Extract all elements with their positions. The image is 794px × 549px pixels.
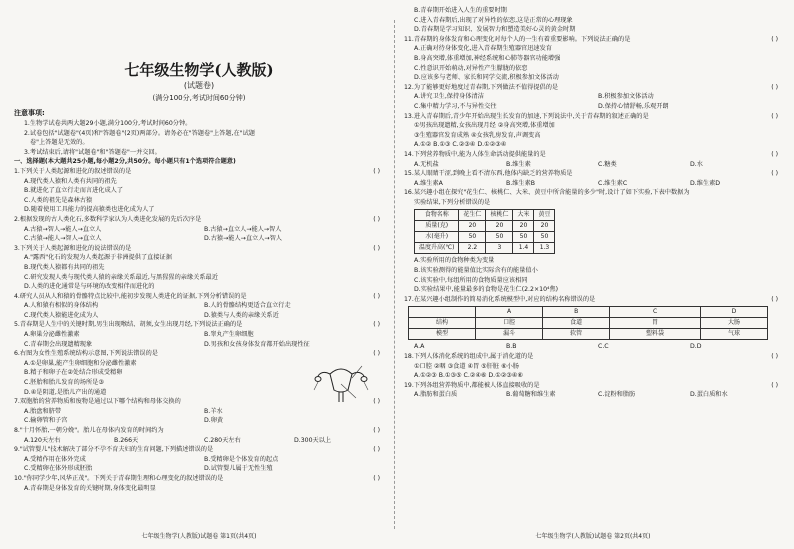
option: A.讲究卫生,保持身体清洁 <box>414 93 484 101</box>
option-row <box>14 464 384 474</box>
question-stem: 3.下列关于人类起源和进化的说法错误的是 ( ) <box>14 244 380 252</box>
table-cell: 软管 <box>543 329 610 340</box>
question-stem: 13.进入青春期后,青少年开始出现生长发育的加速,下列说法中,关于青春期的叙述正确的是 ( ) <box>404 112 778 120</box>
option: B.维生素B <box>506 179 536 187</box>
option: B.睾丸产生卵细胞 <box>204 331 254 339</box>
table-row <box>415 232 555 243</box>
option: A.受精作用在体外完成 <box>24 455 86 463</box>
option-row <box>14 234 384 244</box>
option: D.实验结果中,能量最多的食物是花生仁(2.2×10⁴焦) <box>414 286 559 294</box>
answer-paren: ( ) <box>771 150 778 158</box>
table-cell: 2.2 <box>459 243 486 254</box>
option: A.A <box>414 343 425 351</box>
notes-heading: 注意事项: <box>14 109 45 117</box>
question-stem: 19.下列各组营养物质中,都能被人体直接吸收的是 ( ) <box>404 381 778 389</box>
answer-paren: ( ) <box>771 170 778 178</box>
option: ③生殖器官发育成熟 ④女孩乳房发育,声调变高 <box>414 131 541 139</box>
table-cell: 气球 <box>700 329 767 340</box>
question-stem: 17.在某兴趣小组制作的简易消化系统模型中,对应的结构名称错误的是 ( ) <box>404 295 778 303</box>
page-divider <box>394 20 395 529</box>
page-footer: 七年级生物学(人教版)试题卷 第2页(共4页) <box>535 533 651 540</box>
option: C.淀粉和脂肪 <box>598 391 636 399</box>
option: A.①②③ B.①③⑤ C.②④⑥ D.①②③④⑥ <box>414 372 523 380</box>
option: B.人的骨骼结构更适合直立行走 <box>204 302 291 310</box>
option: B.葡萄糖和维生素 <box>506 391 556 399</box>
table-cell: 漏斗 <box>476 329 543 340</box>
energy-table <box>414 209 555 254</box>
question-stem: 8."十月怀胎,一朝分娩"。胎儿在母体内发育的时间约为 ( ) <box>14 427 380 434</box>
option: D.维生素D <box>690 179 721 187</box>
table-row <box>409 318 768 329</box>
option: C.人类的祖先是森林古猿 <box>24 196 93 204</box>
table-cell: 1.3 <box>534 243 555 254</box>
option: B.古猿→直立人→能人→智人 <box>204 225 282 233</box>
option: D.300天以上 <box>294 436 332 444</box>
option: C.集中精力学习,不与异性交往 <box>414 102 497 110</box>
option: C.280天左右 <box>204 436 241 444</box>
table-cell: 20 <box>486 221 513 232</box>
answer-paren: ( ) <box>373 292 380 300</box>
option: D.蛋白质和水 <box>690 391 728 399</box>
option: A.脂肪和蛋白质 <box>414 391 458 399</box>
option: C.胚胎和胎儿发育的场所是③ <box>24 379 104 387</box>
note-line: 卷"上答题是无效的。 <box>30 139 89 147</box>
question-stem: 14.下列营养物质中,能为人体生命活动提供能量的是 ( ) <box>404 150 778 158</box>
option: C.性意识开始萌动,对异性产生朦胧的依恋 <box>414 64 528 72</box>
table-row <box>415 243 555 254</box>
option: D.人类的进化通常是与环境的改变相伴而进化的 <box>24 283 155 291</box>
section-heading: 一、选择题(本大题共25小题,每小题2分,共50分。每小题只有1个选项符合题意) <box>14 158 236 166</box>
option: A.①② B.①③ C.②③④ D.①②③④ <box>414 141 507 149</box>
option: D.④是阴道,是胎儿产出的通道 <box>24 388 107 396</box>
option: C.进入青春期后,出现了对异性的依恋,这是正常的心理现象 <box>414 16 573 24</box>
option: D.青春期是学习知识、发展智力和塑造美好心灵的黄金时期 <box>414 26 576 34</box>
option: C.研究发现人类与现代类人猿的亲缘关系最近,与黑猩猩的亲缘关系最近 <box>24 273 218 281</box>
option: D.卵黄 <box>204 417 224 425</box>
option-row <box>404 92 782 102</box>
question-stem: 4.研究人员从人和猿的骨骼特点比较中,能初步发现人类进化的证据,下列分析错误的是 ( ) <box>14 292 380 300</box>
table-header-cell <box>409 307 476 318</box>
note-line: 2.试卷包括"试题卷"(4页)和"答题卷"(2页)两部分。请务必在"答题卷"上答题,在"试题 <box>24 129 255 137</box>
table-cell: 50 <box>459 232 486 243</box>
model-table <box>408 306 768 340</box>
option: B.羊水 <box>204 407 223 415</box>
option: A.正确对待身体变化,进入青春期生殖器官迅速发育 <box>414 45 552 53</box>
table-cell: 质量(克) <box>415 221 459 232</box>
option: D.应该多与老师、家长和同学交流,积极参加文体活动 <box>414 74 559 82</box>
question-stem: 12.为了能够更好地度过青春期,下列做法不值得提倡的是 ( ) <box>404 83 778 91</box>
table-cell: 3 <box>486 243 513 254</box>
option-row <box>14 340 384 350</box>
option: D.保持心情舒畅,乐观开朗 <box>598 102 669 110</box>
option: D.随着使用工具能力的提高猿类也进化成为人了 <box>24 206 155 214</box>
table-row <box>415 221 555 232</box>
option: A.人和猿有相似的身体结构 <box>24 302 99 310</box>
table-cell: 结构 <box>409 318 476 329</box>
table-header-row <box>409 307 768 318</box>
option: C.现代类人猿能进化成为人 <box>24 311 99 319</box>
option-row <box>14 301 384 311</box>
table-cell: 50 <box>486 232 513 243</box>
option: B.266天 <box>114 436 139 444</box>
left-page <box>14 6 384 543</box>
option: B.身高突增,体重增加,神经系统和心肺等器官功能增强 <box>414 54 561 62</box>
table-cell: 20 <box>534 221 555 232</box>
exam-title: 七年级生物学(人教版) <box>124 61 274 79</box>
option-row <box>404 179 782 189</box>
option: A.古猿→智人→能人→直立人 <box>24 225 102 233</box>
option: B.该实验测得的能量值比实际含有的能量值小 <box>414 267 538 275</box>
question-stem: 5.青春期是人生中的关键时期,男生出现喉结、胡须,女生出现月经,下列说法正确的是 ( ) <box>14 321 380 329</box>
table-header-cell: 食物名称 <box>415 210 459 221</box>
table-header-cell: A <box>476 307 543 318</box>
option-row <box>14 225 384 235</box>
option-row <box>404 342 782 352</box>
option-row <box>14 407 384 417</box>
answer-paren: ( ) <box>771 112 778 120</box>
option: A.①是卵巢,能产生卵细胞和分泌雌性激素 <box>24 359 137 367</box>
answer-paren: ( ) <box>373 321 380 329</box>
table-header-cell: B <box>543 307 610 318</box>
option: D.水 <box>690 160 703 168</box>
option-row <box>14 416 384 426</box>
question-stem: 1.下列关于人类起源和进化的叙述错误的是 ( ) <box>14 167 380 175</box>
table-cell: 模型 <box>409 329 476 340</box>
table-cell: 塑料袋 <box>610 329 701 340</box>
option: A.无机盐 <box>414 160 439 168</box>
option: B.精子和卵子在②处结合形成受精卵 <box>24 369 123 377</box>
table-header-cell: 核桃仁 <box>486 210 513 221</box>
table-cell: 50 <box>534 232 555 243</box>
option: D.男孩和女孩身体发育都开始出现性征 <box>204 340 310 348</box>
option: B.受精卵是个体发育的起点 <box>204 455 279 463</box>
option-row <box>14 455 384 465</box>
option: C.受精卵在体外形成胚胎 <box>24 465 93 473</box>
option: C.C <box>598 343 609 351</box>
option: C.糖类 <box>598 160 617 168</box>
question-stem: 16.某兴趣小组在探究"花生仁、核桃仁、大米、黄豆中所含能量的多少"时,设计了如下实验,下表中数据为 <box>404 189 690 197</box>
answer-paren: ( ) <box>771 381 778 389</box>
table-header-cell: 黄豆 <box>534 210 555 221</box>
question-stem: 9."试管婴儿"技术解决了部分不孕不育夫妇的生育问题,下列描述错误的是 ( ) <box>14 446 380 454</box>
table-cell: 食道 <box>543 318 610 329</box>
option-row <box>404 160 782 170</box>
option: A.胎盘和脐带 <box>24 407 62 415</box>
option-row <box>14 311 384 321</box>
question-stem-continued: 实验结果,下列分析错误的是 <box>414 198 491 206</box>
option: B.维生素 <box>506 160 531 168</box>
option-row <box>14 330 384 340</box>
option-row <box>404 102 782 112</box>
table-row <box>409 329 768 340</box>
option: ①男孩出现遗精,女孩出现月经 ②身高突增,体重增加 <box>414 122 555 130</box>
option: A."露西"化石的发现为人类起源于非洲提供了直接证据 <box>24 254 172 262</box>
option: A.卵巢分泌雌性激素 <box>24 331 80 339</box>
option: B.就进化了直立行走而言进化成人了 <box>24 187 124 195</box>
table-header-cell: D <box>700 307 767 318</box>
option: D.试管婴儿属于无性生殖 <box>204 465 273 473</box>
table-header-cell: C <box>610 307 701 318</box>
option: A.实验所用的食物种类为变量 <box>414 257 495 265</box>
answer-paren: ( ) <box>373 427 380 434</box>
option: C.该实验中,每组所用的食物质量应该相同 <box>414 276 528 284</box>
option: A.120天左右 <box>24 436 61 444</box>
note-line: 1.生物学试卷共两大题29小题,满分100分,考试时间60分钟。 <box>24 120 192 127</box>
option: A.维生素A <box>414 179 443 187</box>
answer-paren: ( ) <box>771 295 778 303</box>
answer-paren: ( ) <box>373 474 380 482</box>
question-stem: 18.下列人体消化系统的组成中,属于消化道的是 ( ) <box>404 353 778 361</box>
option: B.B <box>506 343 517 351</box>
option: D.D <box>690 343 702 351</box>
option: B.现代类人猿都有共同的祖先 <box>24 263 105 271</box>
question-stem: 11.青春期的身体发育和心理变化对每个人的一生有着重要影响。下列说法正确的是 ( ) <box>404 35 778 43</box>
answer-paren: ( ) <box>373 244 380 252</box>
answer-paren: ( ) <box>373 215 380 223</box>
note-line: 3.考试结束后,请将"试题卷"和"答题卷"一并交回。 <box>24 148 161 156</box>
question-stem: 10."你同学少年,风华正茂"。下列关于青春期生理和心理变化的叙述错误的是 ( ) <box>14 474 380 482</box>
option: D.猿类与人类的亲缘关系近 <box>204 311 279 319</box>
option: ①口腔 ②咽 ③食道 ④胃 ⑤肝脏 ⑥小肠 <box>414 362 519 370</box>
answer-paren: ( ) <box>771 35 778 43</box>
page-footer: 七年级生物学(人教版)试题卷 第1页(共4页) <box>141 533 257 540</box>
question-stem: 7.双胞胎的营养物质和废物是通过以下哪个结构和母体交换的 ( ) <box>14 398 380 406</box>
table-cell: 1.4 <box>513 243 534 254</box>
answer-paren: ( ) <box>771 353 778 361</box>
option: A.现代类人猿和人类有共同的祖先 <box>24 177 117 185</box>
option: B.青春期开始进入人生的重要时期 <box>414 7 507 14</box>
option: C.维生素C <box>598 179 628 187</box>
answer-paren: ( ) <box>771 83 778 91</box>
table-cell: 胃 <box>610 318 701 329</box>
answer-paren: ( ) <box>373 446 380 454</box>
table-header-cell: 花生仁 <box>459 210 486 221</box>
table-cell: 20 <box>513 221 534 232</box>
option: C.青春期会出现遗精现象 <box>24 340 93 348</box>
table-cell: 20 <box>459 221 486 232</box>
option: B.积极参加文体活动 <box>598 93 654 101</box>
answer-paren: ( ) <box>373 350 380 358</box>
option-row <box>14 436 384 446</box>
table-cell: 温度升高(℃) <box>415 243 459 254</box>
exam-subtitle: (试题卷) <box>183 81 215 90</box>
table-cell: 大肠 <box>700 318 767 329</box>
right-page <box>404 6 782 543</box>
answer-paren: ( ) <box>373 167 380 175</box>
question-stem: 2.根据发现的古人类化石,多数科学家认为人类进化发展的先后次序是 ( ) <box>14 215 380 223</box>
table-cell: 水(毫升) <box>415 232 459 243</box>
table-header-cell: 大米 <box>513 210 534 221</box>
option: C.输卵管和子宫 <box>24 417 68 425</box>
option: A.青春期是身体发育的关键时期,身体变化最明显 <box>24 484 156 492</box>
option: C.古猿→能人→智人→直立人 <box>24 235 102 243</box>
table-cell: 50 <box>513 232 534 243</box>
option: D.古猿→能人→直立人→智人 <box>204 235 282 243</box>
table-header-row <box>415 210 555 221</box>
question-stem: 6.右图为女性生殖系统结构示意图,下列说法错误的是 ( ) <box>14 350 380 358</box>
score-line: (满分100分,考试时间60分钟) <box>152 94 246 102</box>
table-cell: 口腔 <box>476 318 543 329</box>
answer-paren: ( ) <box>373 398 380 406</box>
question-stem: 15.某人眼睛干涩,到晚上看不清东西,他体内缺乏的营养物质是 ( ) <box>404 170 778 178</box>
option-row <box>404 390 782 400</box>
